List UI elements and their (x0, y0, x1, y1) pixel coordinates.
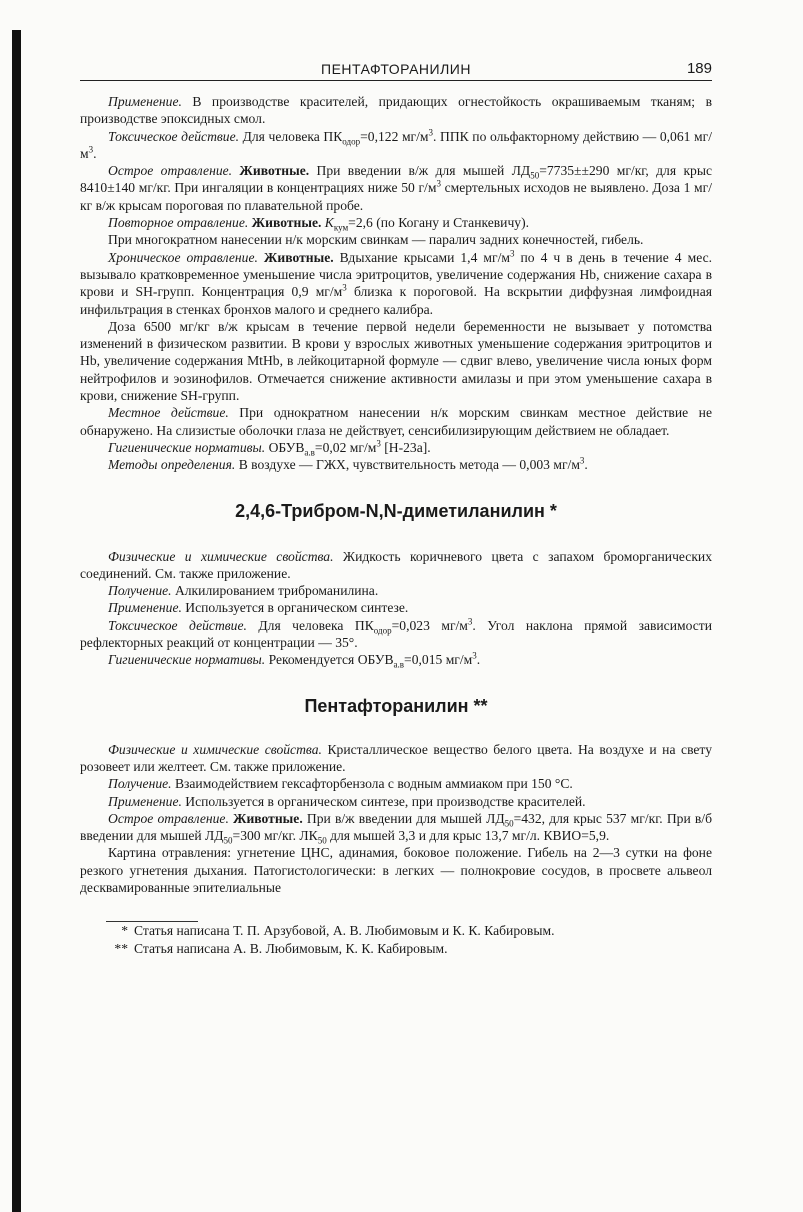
running-title: ПЕНТАФТОРАНИЛИН (321, 61, 471, 77)
book-page (80, 56, 712, 957)
scan-edge-shadow (12, 30, 21, 1212)
footnote-2: ** Статья написана А. В. Любимовым, К. К. Кабировым. (114, 940, 448, 956)
paragraph-production: Получение. Алкилированием триброманилина. (108, 583, 379, 599)
paragraph-poisoning-picture: Картина отравления: угнетение ЦНС, адинамия, боковое положение. Гибель на 2—3 сутки на фоне резкого угнетения дыхания. Патогистологически: в легких — полнокровие сосудов, в просвете альвеол десквамированные эпителиальные (80, 845, 712, 895)
section-heading-pentafluoroaniline: Пентафторанилин ** (304, 695, 488, 716)
running-head (80, 56, 712, 81)
paragraph-toxic-action: Токсическое действие. Для человека $ПК_{одор}=0,122$ $мг/м^3$. ППК по ольфакторному действию — 0,061 $мг/м^3$. (80, 127, 712, 161)
paragraph-repeated-poisoning: Повторное отравление. Животные. $K_{кум}=2,6$ (по Когану и Станкевичу). (108, 215, 530, 233)
paragraph-multiple-application: При многократном нанесении н/к морским свинкам — паралич задних конечностей, гибель. (108, 232, 644, 248)
section-heading-tribromo: 2,4,6-Трибром-N,N-диметиланилин * (235, 500, 557, 521)
paragraph-application: Применение. В производстве красителей, придающих огнестойкость окрашиваемым тканям; в производстве эпоксидных смол. (80, 94, 712, 127)
paragraph-application: Применение. Используется в органическом синтезе, при производстве красителей. (108, 793, 586, 809)
paragraph-detection-methods: Методы определения. В воздухе — ГЖХ, чувствительность метода — 0,003 $мг/м^3$. (108, 455, 588, 473)
page-number: 189 (686, 60, 712, 77)
paragraph-hygiene-norms: Гигиенические нормативы. Рекомендуется $ОБУВ_{а.в}=0,015$ $мг/м^3$. (108, 650, 481, 671)
paragraph-application: Применение. Используется в органическом синтезе. (108, 600, 409, 616)
paragraph-hygiene-norms: Гигиенические нормативы. $ОБУВ_{а.в}=0,02$ $мг/м^3$ [Н-23а]. (108, 438, 431, 458)
paragraph-acute-poisoning: Острое отравление. Животные. При в/ж введении для мышей $ЛД_{50}=432$, для крыс 537 мг/кг. При в/б введении для мышей $ЛД_{50}=300$ мг/кг. $ЛК_{50}$ для мышей 3,3 и для крыс 13,7 мг/л. КВИО=5,9. (80, 810, 712, 846)
paragraph-production: Получение. Взаимодействием гексафторбензола с водным аммиаком при 150 °С. (108, 776, 573, 792)
paragraph-toxic-action: Токсическое действие. Для человека $ПК_{одор}=0,023$ $мг/м^3$. Угол наклона прямой зависимости рефлекторных реакций от концентрации — 35°. (80, 616, 712, 651)
paragraph-chronic-poisoning: Хроническое отравление. Животные. Вдыхание крысами 1,4 $мг/м^3$ по 4 ч в день в течение 4 мес. вызывало кратковременное уменьшение числа эритроцитов, увеличение содержания Hb, снижение сахара в крови и SH-групп. Концентрация 0,9 $мг/м^3$ близка к пороговой. На вскрытии диффузная лимфоидная инфильтрация в стенках бронхов малого и среднего калибра. (80, 248, 712, 317)
paragraph-pregnancy-dose: Доза 6500 мг/кг в/ж крысам в течение первой недели беременности не вызывает у потомства изменений в физическом развитии. В крови у взрослых животных уменьшение содержания эритроцитов и Hb, увеличение содержания MtHb, в лейкоцитарной формуле — сдвиг влево, увеличение числа юных форм нейтрофилов и эозинофилов. Отмечается снижение активности амилазы и при этом уменьшение сахара в крови, снижение SH-групп. (80, 318, 712, 404)
paragraph-acute-poisoning: Острое отравление. Животные. При введении в/ж для мышей $ЛД_{50}=7735\pm\pm 290$ мг/кг, для крыс 8410±140 мг/кг. При ингаляции в концентрациях ниже 50 $г/м^3$ смертельных исходов не выявлено. Доза 1 мг/кг в/ж крысам пороговая по плавательной пробе. (80, 163, 713, 213)
paragraph-physical-properties: Физические и химические свойства. Кристаллическое вещество белого цвета. На воздухе и на свету розовеет или желтеет. См. также приложение. (80, 741, 712, 774)
footnote-1: * Статья написана Т. П. Арзубовой, А. В. Любимовым и К. К. Кабировым. (121, 923, 555, 939)
paragraph-local-action: Местное действие. При однократном нанесении н/к морским свинкам местное действие не обнаружено. На слизистые оболочки глаза не действует, сенсибилизирующим действием не обладает. (80, 405, 712, 438)
page-body (80, 93, 712, 957)
paragraph-physical-properties: Физические и химические свойства. Жидкость коричневого цвета с запахом броморганических соединений. См. также приложение. (80, 548, 712, 581)
